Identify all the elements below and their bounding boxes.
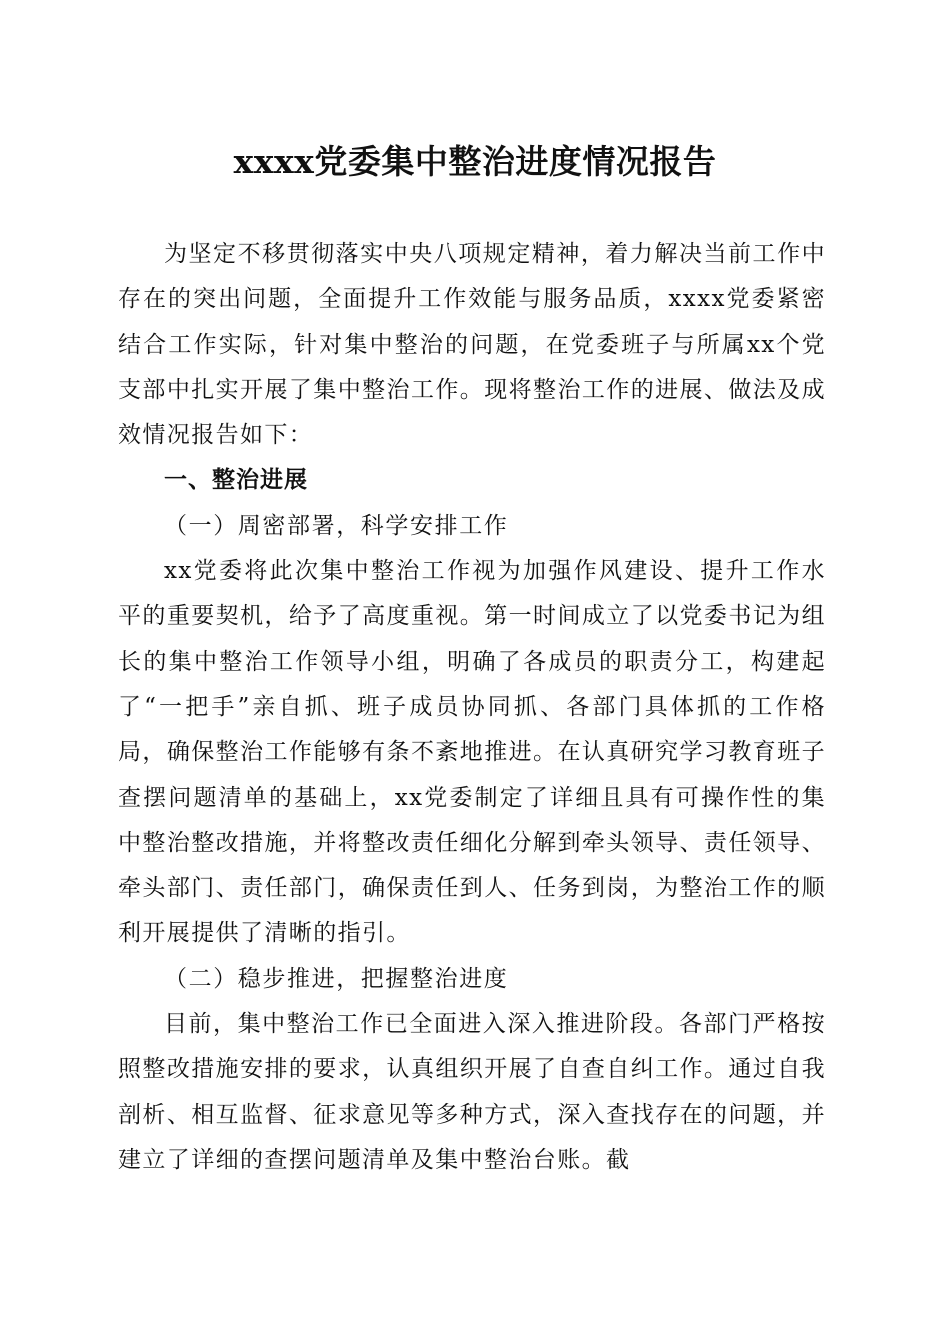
document-body xyxy=(118,232,826,1183)
body-paragraph-2: 目前，集中整治工作已全面进入深入推进阶段。各部门严格按照整改措施安排的要求，认真组织开展了自查自纠工作。通过自我剖析、相互监督、征求意见等多种方式，深入查找存在的问题，并建立了详细的查摆问题清单及集中整治台账。截 xyxy=(118,1011,826,1173)
body-paragraph-1: xx党委将此次集中整治工作视为加强作风建设、提升工作水平的重要契机，给予了高度重视。第一时间成立了以党委书记为组长的集中整治工作领导小组，明确了各成员的职责分工，构建起了“一把手”亲自抓、班子成员协同抓、各部门具体抓的工作格局，确保整治工作能够有条不紊地推进。在认真研究学习教育班子查摆问题清单的基础上，xx党委制定了详细且具有可操作性的集中整治整改措施，并将整改责任细化分解到牵头领导、责任领导、牵头部门、责任部门，确保责任到人、任务到岗，为整治工作的顺利开展提供了清晰的指引。 xyxy=(118,558,826,947)
subsection-heading-2: （二）稳步推进，把握整治进度 xyxy=(164,965,509,992)
intro-paragraph: 为坚定不移贯彻落实中央八项规定精神，着力解决当前工作中存在的突出问题，全面提升工作效能与服务品质，xxxx党委紧密结合工作实际，针对集中整治的问题，在党委班子与所属xx个党支部中扎实开展了集中整治工作。现将整治工作的进展、做法及成效情况报告如下： xyxy=(118,241,826,449)
section-heading-1: 一、整治进展 xyxy=(164,467,308,494)
document-title: xxxx党委集中整治进度情况报告 xyxy=(233,142,717,181)
subsection-heading-1: （一）周密部署，科学安排工作 xyxy=(164,512,509,539)
